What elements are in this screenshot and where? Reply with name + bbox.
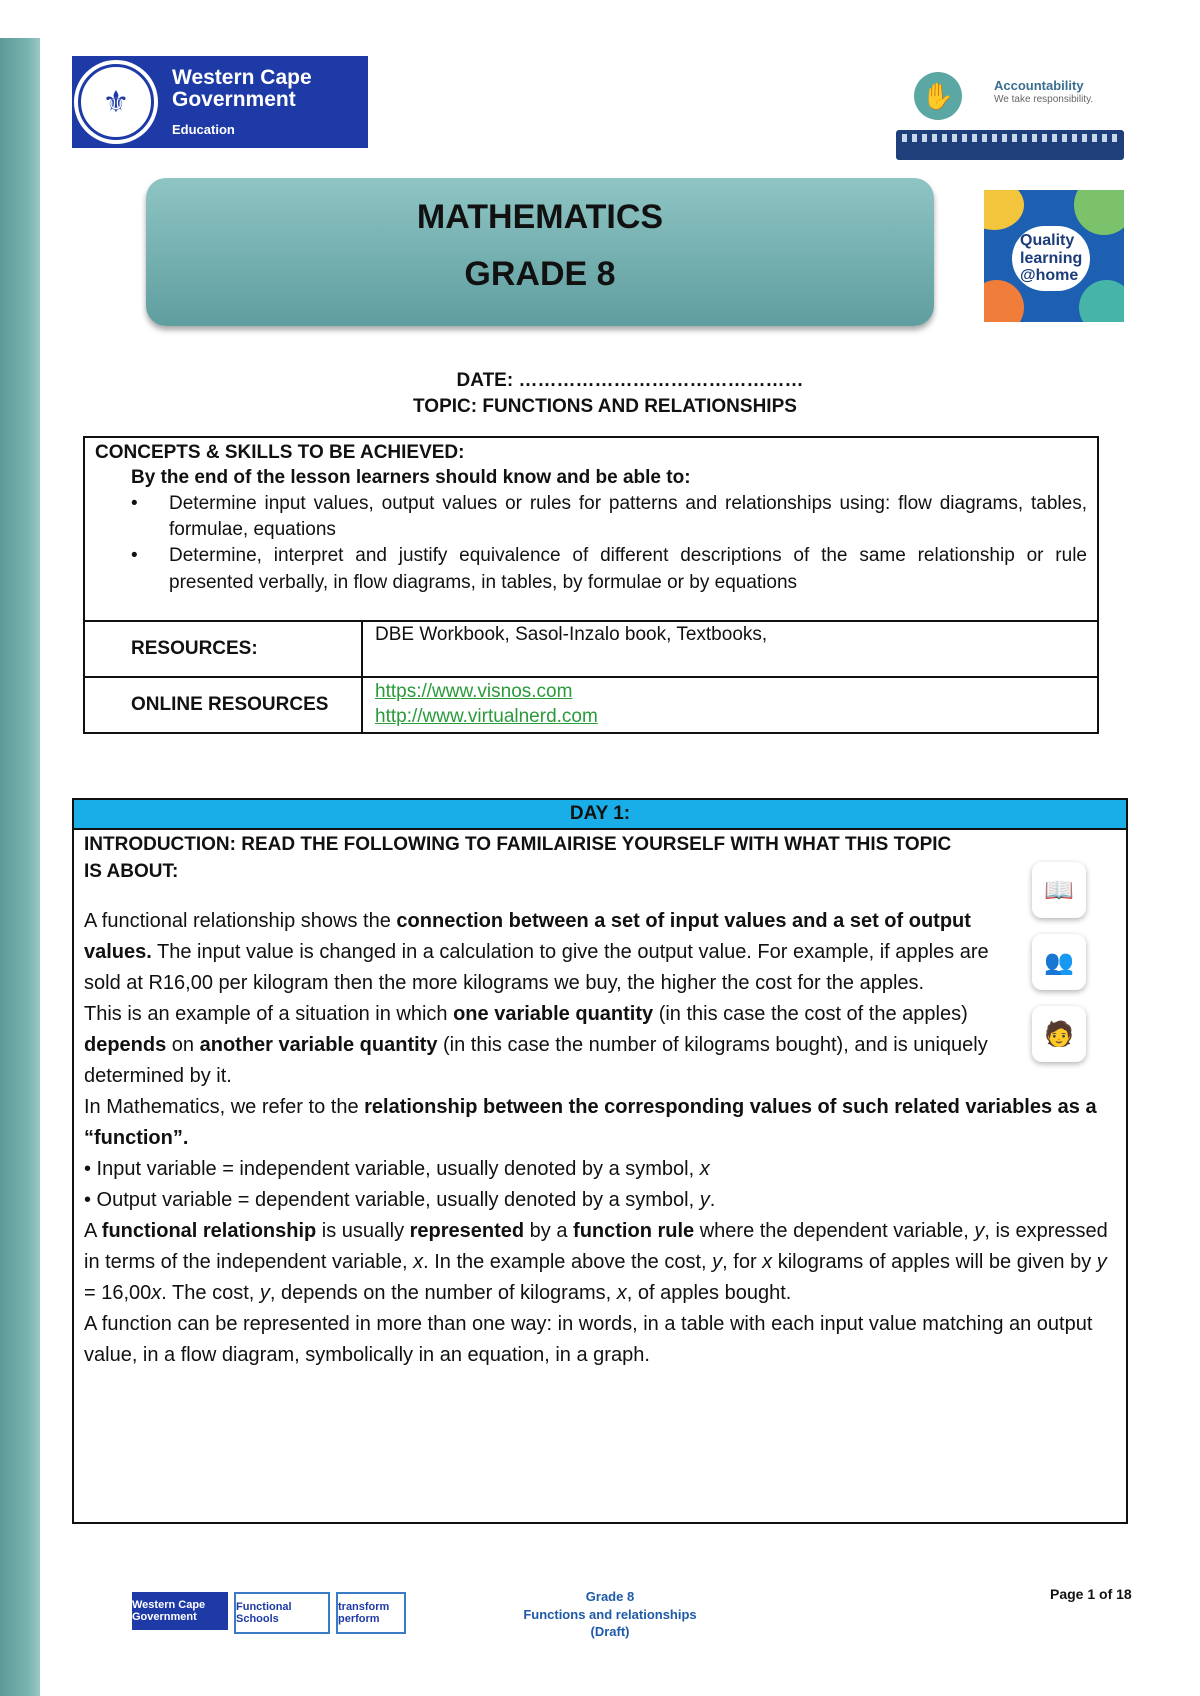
title-banner xyxy=(146,178,934,326)
quality-logo-line2: learning xyxy=(1020,249,1083,267)
resources-label: RESOURCES: xyxy=(85,622,363,676)
accountability-band xyxy=(896,130,1124,160)
paragraph-functional-relationship: A functional relationship shows the connection between a set of input values and a set of output values. The input value is changed in a calculation to give the output value. For example, if apples are sold at R16,00 per kilogram then the more kilograms we buy, the higher the cost for the apples. xyxy=(84,909,989,994)
accountability-title: Accountability xyxy=(994,78,1084,93)
footer-logos xyxy=(132,1592,406,1634)
concepts-cell xyxy=(85,438,1097,622)
subject-title: MATHEMATICS xyxy=(416,198,664,236)
date-line: DATE: ……………………………………… xyxy=(456,370,804,391)
footer-functional-schools-logo: Functional Schools xyxy=(234,1592,330,1634)
topic-line: TOPIC: FUNCTIONS AND RELATIONSHIPS xyxy=(413,396,797,417)
resources-value: DBE Workbook, Sasol-Inzalo book, Textbooks, xyxy=(375,623,768,645)
footer-document-info xyxy=(480,1588,740,1641)
quality-learning-logo xyxy=(984,190,1124,322)
resources-row xyxy=(85,622,1097,678)
online-resources-row xyxy=(85,678,1097,732)
virtualnerd-link[interactable]: http://www.virtualnerd.com xyxy=(375,705,598,727)
online-resources-label: ONLINE RESOURCES xyxy=(85,678,363,732)
side-decorative-strip xyxy=(0,38,40,1696)
concepts-bullet: • Determine input values, output values or rules for patterns and relationships using: flow diagrams, tables, formulae, equations xyxy=(131,491,1087,543)
grade-title: GRADE 8 xyxy=(464,255,616,293)
western-cape-government-logo xyxy=(72,56,368,148)
bullet-output-variable: • Output variable = dependent variable, usually denoted by a symbol, y. xyxy=(84,1188,716,1211)
footer-draft: (Draft) xyxy=(590,1624,630,1640)
quality-logo-line1: Quality xyxy=(1020,232,1075,249)
accountability-subtitle: We take responsibility. xyxy=(994,94,1094,105)
quality-logo-line3: @home xyxy=(1020,267,1079,285)
paragraph-function-definition: In Mathematics, we refer to the relationship between the corresponding values of such related variables as a “function”. xyxy=(84,1095,1097,1149)
concepts-heading: CONCEPTS & SKILLS TO BE ACHIEVED: xyxy=(95,442,465,463)
concepts-table xyxy=(83,436,1099,734)
day-1-box xyxy=(72,798,1128,1524)
introduction-title: INTRODUCTION: READ THE FOLLOWING TO FAMILAIRISE YOURSELF WITH WHAT THIS TOPIC IS ABOUT: xyxy=(84,834,952,882)
day-header: DAY 1: xyxy=(74,800,1126,830)
concepts-bullet: • Determine, interpret and justify equivalence of different descriptions of the same relationship or rule presented verbally, in flow diagrams, in tables, by formulae or by equations xyxy=(131,543,1087,595)
bullet-input-variable: • Input variable = independent variable, usually denoted by a symbol, x xyxy=(84,1157,710,1180)
concepts-list xyxy=(95,491,1087,596)
visnos-link[interactable]: https://www.visnos.com xyxy=(375,680,573,702)
accountability-logo xyxy=(896,70,1124,160)
wcg-logo-line2: Government xyxy=(172,88,296,112)
crest-icon: ⚜ xyxy=(74,60,158,144)
page-number: Page 1 of 18 xyxy=(1050,1586,1132,1602)
reading-icon: 📖 xyxy=(1032,862,1086,918)
paragraph-representations: A function can be represented in more than one way: in words, in a table with each input value matching an output value, in a flow diagram, symbolically in an equation, in a graph. xyxy=(84,1312,1093,1366)
hand-icon: ✋ xyxy=(914,72,962,120)
paragraph-function-rule: A functional relationship is usually represented by a function rule where the dependent variable, y, is expressed in terms of the independent variable, x. In the example above the cost, y, for x kilograms of apples will be given by y = 16,00x. The cost, y, depends on the number of kilograms, x, of apples bought. xyxy=(84,1219,1108,1304)
concepts-intro: By the end of the lesson learners should know and be able to: xyxy=(131,467,691,488)
footer-wcg-logo: Western Cape Government xyxy=(132,1592,228,1630)
wcg-logo-line1: Western Cape xyxy=(172,66,312,90)
paragraph-variable-quantity: This is an example of a situation in which one variable quantity (in this case the cost of the apples) depends on another variable quantity (in this case the number of kilograms bought), and is uniquely determined by it. xyxy=(84,1002,988,1087)
footer-transform-perform-logo: transform perform xyxy=(336,1592,406,1634)
learner-icon: 🧑 xyxy=(1032,1006,1086,1062)
footer-topic: Functions and relationships xyxy=(523,1606,697,1622)
footer-grade: Grade 8 xyxy=(585,1589,635,1604)
wcg-logo-line3: Education xyxy=(172,122,235,138)
people-icon: 👥 xyxy=(1032,934,1086,990)
